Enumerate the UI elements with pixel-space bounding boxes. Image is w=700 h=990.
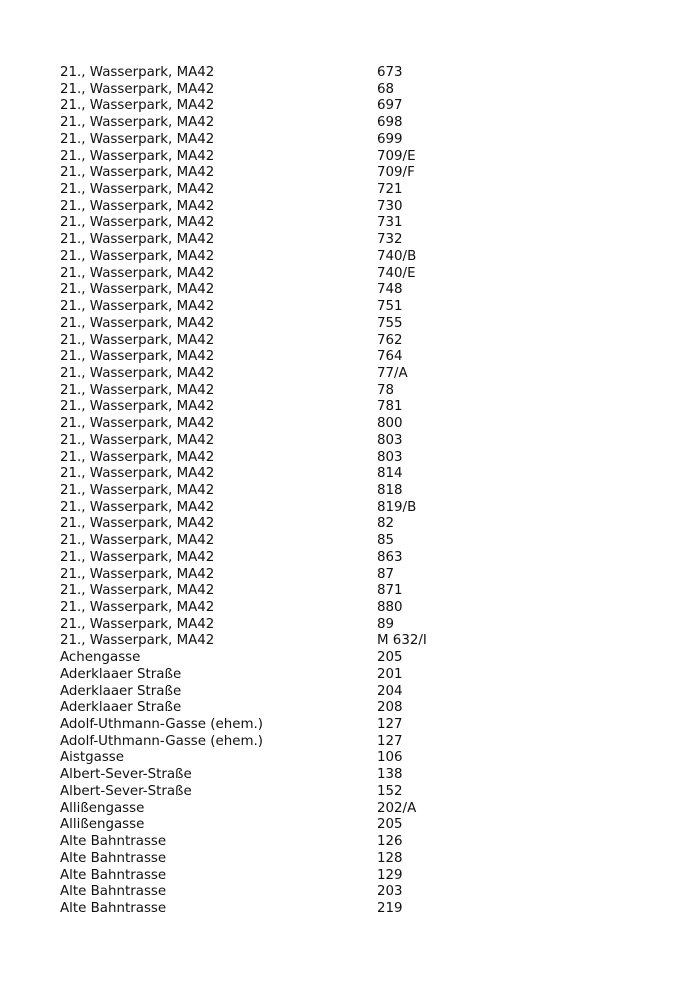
list-row bbox=[60, 767, 660, 784]
house-number: 764 bbox=[377, 349, 403, 365]
list-row bbox=[60, 366, 660, 383]
list-row bbox=[60, 182, 660, 199]
list-row bbox=[60, 700, 660, 717]
house-number: 219 bbox=[377, 900, 403, 916]
house-number: 698 bbox=[377, 115, 403, 131]
house-number: 709/E bbox=[377, 148, 416, 164]
house-number: 203 bbox=[377, 884, 403, 900]
street-name: Aderklaaer Straße bbox=[60, 666, 182, 682]
list-row bbox=[60, 901, 660, 918]
street-name: Adolf-Uthmann-Gasse (ehem.) bbox=[60, 733, 263, 749]
street-name: 21., Wasserpark, MA42 bbox=[60, 382, 215, 398]
street-name: 21., Wasserpark, MA42 bbox=[60, 182, 215, 198]
street-name: 21., Wasserpark, MA42 bbox=[60, 349, 215, 365]
list-row bbox=[60, 82, 660, 99]
street-name: Alte Bahntrasse bbox=[60, 850, 167, 866]
street-name: 21., Wasserpark, MA42 bbox=[60, 549, 215, 565]
house-number: 204 bbox=[377, 683, 403, 699]
house-number: 128 bbox=[377, 850, 403, 866]
street-name: 21., Wasserpark, MA42 bbox=[60, 365, 215, 381]
street-name: Adolf-Uthmann-Gasse (ehem.) bbox=[60, 717, 263, 733]
list-row bbox=[60, 817, 660, 834]
house-number: 880 bbox=[377, 600, 403, 615]
street-name: 21., Wasserpark, MA42 bbox=[60, 115, 215, 131]
list-row bbox=[60, 65, 660, 82]
house-number: 781 bbox=[377, 399, 403, 415]
street-name: 21., Wasserpark, MA42 bbox=[60, 449, 215, 465]
house-number: 731 bbox=[377, 215, 403, 231]
street-name: 21., Wasserpark, MA42 bbox=[60, 215, 215, 231]
list-row bbox=[60, 249, 660, 266]
list-row bbox=[60, 149, 660, 166]
list-row bbox=[60, 868, 660, 885]
street-name: 21., Wasserpark, MA42 bbox=[60, 81, 215, 97]
list-row bbox=[60, 399, 660, 416]
street-name: Alte Bahntrasse bbox=[60, 884, 167, 900]
list-row bbox=[60, 500, 660, 517]
house-number: 800 bbox=[377, 416, 403, 432]
list-row bbox=[60, 483, 660, 500]
list-row bbox=[60, 266, 660, 283]
house-number: 78 bbox=[377, 382, 395, 398]
list-row bbox=[60, 750, 660, 767]
house-number: 89 bbox=[377, 616, 395, 632]
house-number: 202/A bbox=[377, 800, 417, 816]
list-row bbox=[60, 115, 660, 132]
list-row bbox=[60, 633, 660, 650]
street-name: 21., Wasserpark, MA42 bbox=[60, 165, 215, 181]
list-row bbox=[60, 282, 660, 299]
street-name: 21., Wasserpark, MA42 bbox=[60, 315, 215, 331]
street-name: 21., Wasserpark, MA42 bbox=[60, 432, 215, 448]
street-name: Allißengasse bbox=[60, 800, 145, 816]
list-row bbox=[60, 433, 660, 450]
list-row bbox=[60, 450, 660, 467]
street-name: Alte Bahntrasse bbox=[60, 900, 167, 916]
street-name: 21., Wasserpark, MA42 bbox=[60, 232, 215, 248]
list-row bbox=[60, 383, 660, 400]
street-name: 21., Wasserpark, MA42 bbox=[60, 516, 215, 532]
house-number: 87 bbox=[377, 566, 395, 582]
street-name: 21., Wasserpark, MA42 bbox=[60, 332, 215, 348]
street-name: 21., Wasserpark, MA42 bbox=[60, 131, 215, 147]
list-row bbox=[60, 299, 660, 316]
house-number: 762 bbox=[377, 332, 403, 348]
list-row bbox=[60, 734, 660, 751]
list-row bbox=[60, 834, 660, 851]
street-name: 21., Wasserpark, MA42 bbox=[60, 65, 215, 80]
list-row bbox=[60, 98, 660, 115]
street-name: 21., Wasserpark, MA42 bbox=[60, 633, 215, 649]
street-name: 21., Wasserpark, MA42 bbox=[60, 616, 215, 632]
house-number: 85 bbox=[377, 533, 395, 549]
house-number: 126 bbox=[377, 834, 403, 850]
list-row bbox=[60, 165, 660, 182]
house-number: 721 bbox=[377, 182, 403, 198]
street-name: 21., Wasserpark, MA42 bbox=[60, 533, 215, 549]
house-number: 205 bbox=[377, 817, 403, 833]
list-row bbox=[60, 667, 660, 684]
list-row bbox=[60, 650, 660, 667]
house-number: 699 bbox=[377, 131, 403, 147]
list-row bbox=[60, 684, 660, 701]
street-name: 21., Wasserpark, MA42 bbox=[60, 148, 215, 164]
house-number: 755 bbox=[377, 315, 403, 331]
street-name: 21., Wasserpark, MA42 bbox=[60, 600, 215, 615]
list-row bbox=[60, 550, 660, 567]
list-row bbox=[60, 215, 660, 232]
house-number: 127 bbox=[377, 733, 403, 749]
house-number: 208 bbox=[377, 700, 403, 716]
list-row bbox=[60, 583, 660, 600]
list-row bbox=[60, 466, 660, 483]
house-number: 803 bbox=[377, 449, 403, 465]
street-name: 21., Wasserpark, MA42 bbox=[60, 198, 215, 214]
street-name: 21., Wasserpark, MA42 bbox=[60, 566, 215, 582]
house-number: 818 bbox=[377, 482, 403, 498]
list-row bbox=[60, 333, 660, 350]
street-name: 21., Wasserpark, MA42 bbox=[60, 482, 215, 498]
house-number: 152 bbox=[377, 783, 403, 799]
list-row bbox=[60, 349, 660, 366]
street-name: 21., Wasserpark, MA42 bbox=[60, 416, 215, 432]
street-name: Aderklaaer Straße bbox=[60, 683, 182, 699]
street-name: 21., Wasserpark, MA42 bbox=[60, 98, 215, 114]
house-number: 803 bbox=[377, 432, 403, 448]
street-name: Alte Bahntrasse bbox=[60, 834, 167, 850]
house-number: 697 bbox=[377, 98, 403, 114]
list-row bbox=[60, 533, 660, 550]
street-name: Alte Bahntrasse bbox=[60, 867, 167, 883]
house-number: 871 bbox=[377, 583, 403, 599]
house-number: M 632/I bbox=[377, 633, 427, 649]
street-name: Albert-Sever-Straße bbox=[60, 767, 192, 783]
street-name: 21., Wasserpark, MA42 bbox=[60, 466, 215, 482]
list-row bbox=[60, 784, 660, 801]
house-number: 82 bbox=[377, 516, 395, 532]
house-number: 68 bbox=[377, 81, 395, 97]
house-number: 740/B bbox=[377, 248, 417, 264]
house-number: 127 bbox=[377, 717, 403, 733]
list-row bbox=[60, 884, 660, 901]
street-name: 21., Wasserpark, MA42 bbox=[60, 265, 215, 281]
house-number: 730 bbox=[377, 198, 403, 214]
house-number: 77/A bbox=[377, 365, 408, 381]
list-row bbox=[60, 717, 660, 734]
street-name: Aderklaaer Straße bbox=[60, 700, 182, 716]
list-row bbox=[60, 851, 660, 868]
street-name: Aistgasse bbox=[60, 750, 125, 766]
house-number: 819/B bbox=[377, 499, 417, 515]
street-name: Achengasse bbox=[60, 650, 141, 666]
list-row bbox=[60, 600, 660, 617]
street-name: 21., Wasserpark, MA42 bbox=[60, 248, 215, 264]
house-number: 201 bbox=[377, 666, 403, 682]
list-row bbox=[60, 199, 660, 216]
street-name: 21., Wasserpark, MA42 bbox=[60, 399, 215, 415]
street-name: 21., Wasserpark, MA42 bbox=[60, 499, 215, 515]
street-name: Allißengasse bbox=[60, 817, 145, 833]
house-number: 863 bbox=[377, 549, 403, 565]
street-name: Albert-Sever-Straße bbox=[60, 783, 192, 799]
house-number: 748 bbox=[377, 282, 403, 298]
house-number: 106 bbox=[377, 750, 403, 766]
house-number: 205 bbox=[377, 650, 403, 666]
street-name: 21., Wasserpark, MA42 bbox=[60, 299, 215, 315]
house-number: 709/F bbox=[377, 165, 415, 181]
list-row bbox=[60, 567, 660, 584]
list-row bbox=[60, 316, 660, 333]
house-number: 740/E bbox=[377, 265, 416, 281]
house-number: 732 bbox=[377, 232, 403, 248]
address-list bbox=[60, 65, 660, 918]
list-row bbox=[60, 232, 660, 249]
house-number: 673 bbox=[377, 65, 403, 80]
list-row bbox=[60, 801, 660, 818]
house-number: 129 bbox=[377, 867, 403, 883]
house-number: 138 bbox=[377, 767, 403, 783]
street-name: 21., Wasserpark, MA42 bbox=[60, 583, 215, 599]
list-row bbox=[60, 516, 660, 533]
list-row bbox=[60, 416, 660, 433]
house-number: 814 bbox=[377, 466, 403, 482]
list-row bbox=[60, 617, 660, 634]
list-row bbox=[60, 132, 660, 149]
street-name: 21., Wasserpark, MA42 bbox=[60, 282, 215, 298]
house-number: 751 bbox=[377, 299, 403, 315]
